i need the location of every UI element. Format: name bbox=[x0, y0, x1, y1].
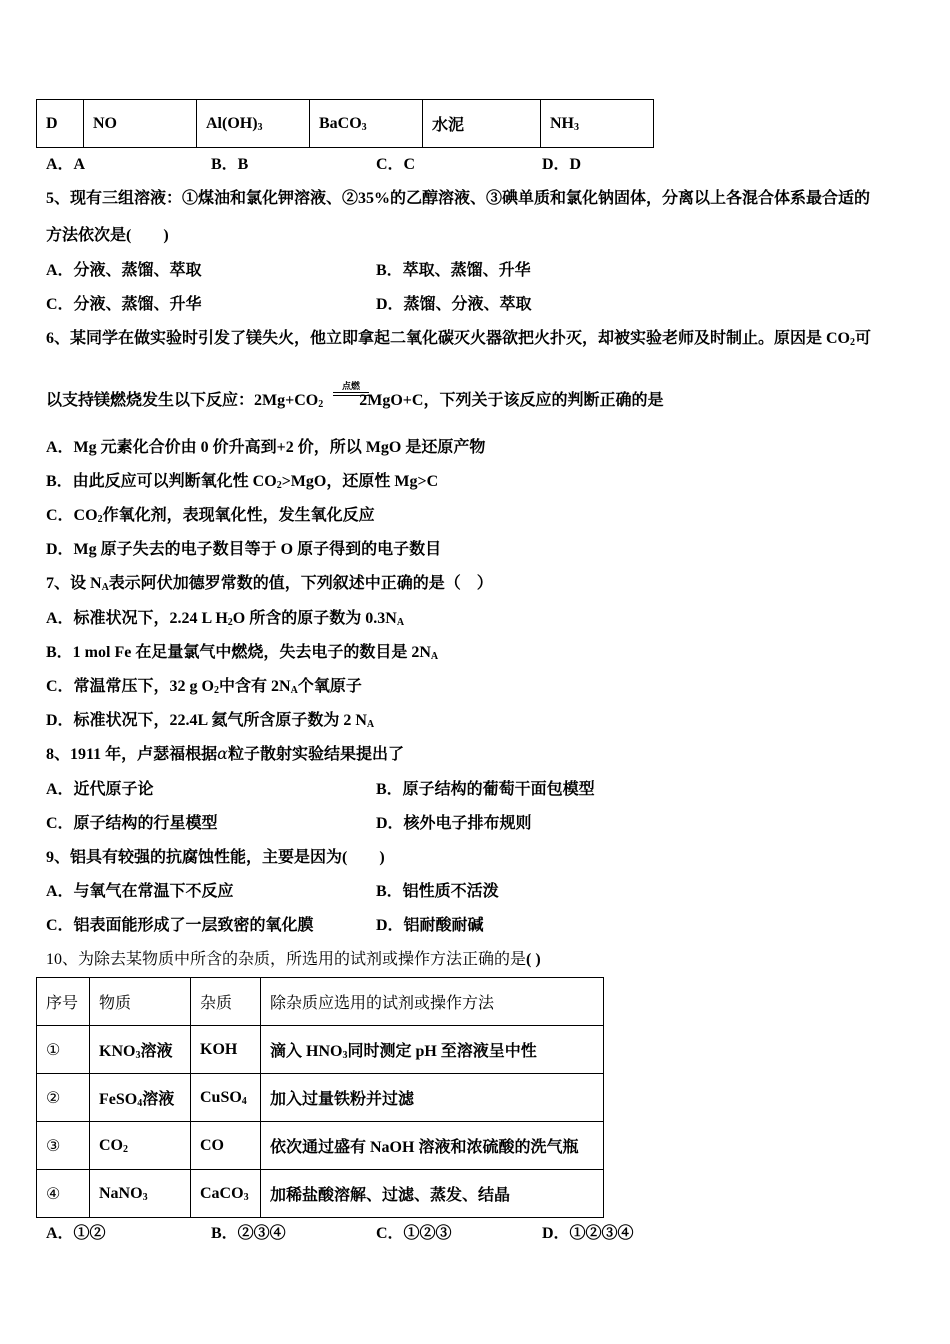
table-cell-impurity: CuSO$_4$ bbox=[191, 1074, 261, 1122]
q8-option-d: D．核外电子排布规则 bbox=[376, 815, 532, 832]
q8-option-c: C．原子结构的行星模型 bbox=[46, 815, 218, 832]
q4-option-c: C．C bbox=[376, 156, 416, 173]
q6-stem-line2: 以支持镁燃烧发生以下反应：$2Mg+CO_2$ 2MgO+C，下列关于该反应的判断正确的是 bbox=[46, 392, 664, 410]
table-row bbox=[37, 1074, 604, 1122]
q6-option-c: C．$CO_2$作氧化剂，表现氧化性，发生氧化反应 bbox=[46, 507, 375, 525]
q4-cell: $NH_3$ bbox=[541, 100, 654, 148]
q4-cell: 水泥 bbox=[423, 100, 541, 148]
q8-option-a: A．近代原子论 bbox=[46, 781, 154, 798]
q4-cell: $Al(OH)_3$ bbox=[197, 100, 310, 148]
q4-option-b: B．B bbox=[211, 156, 249, 173]
q5-option-b: B．萃取、蒸馏、升华 bbox=[376, 262, 531, 279]
table-cell-method: 依次通过盛有 NaOH 溶液和浓硫酸的洗气瓶 bbox=[261, 1122, 604, 1170]
q5-stem-line2: 方法依次是( ) bbox=[46, 227, 169, 244]
q10-option-a: A．①② bbox=[46, 1225, 106, 1242]
q6-stem-line1: 6、某同学在做实验时引发了镁失火，他立即拿起二氧化碳灭火器欲把火扑灭，却被实验老师及时制止。原因是 $CO_2$可 bbox=[46, 330, 872, 348]
q7-option-a: A．标准状况下，2.24 L $H_2O$ 所含的原子数为 $0.3N_A$ bbox=[46, 610, 405, 628]
q4-cell: BaCO$_3$ bbox=[310, 100, 423, 148]
table-cell-method: 滴入 $HNO_3$同时测定 pH 至溶液呈中性 bbox=[261, 1026, 604, 1074]
alpha-symbol: α bbox=[217, 744, 228, 763]
q7-option-c: C．常温常压下，32 g $O_2$中含有 $2N_A$个氧原子 bbox=[46, 678, 362, 696]
q6-option-a: A．Mg 元素化合价由 0 价升高到+2 价，所以 MgO 是还原产物 bbox=[46, 439, 486, 456]
table-header-cell: 杂质 bbox=[191, 978, 261, 1026]
q5-stem-line1: 5、现有三组溶液：①煤油和氯化钾溶液、②35%的乙醇溶液、③碘单质和氯化钠固体，分离以上各混合体系最合适的 bbox=[46, 190, 871, 207]
q5-option-c: C．分液、蒸馏、升华 bbox=[46, 296, 202, 313]
q10-option-b: B．②③④ bbox=[211, 1225, 286, 1242]
q10-stem: 10、为除去某物质中所含的杂质，所选用的试剂或操作方法正确的是( ) bbox=[46, 951, 541, 968]
table-cell-substance: NaNO$_3$ bbox=[90, 1170, 191, 1218]
table-cell-impurity: KOH bbox=[191, 1026, 261, 1074]
q4-table bbox=[36, 99, 654, 148]
q6-option-d: D．Mg 原子失去的电子数目等于 O 原子得到的电子数目 bbox=[46, 541, 442, 558]
table-header-row bbox=[37, 978, 604, 1026]
q4-cell: D bbox=[37, 100, 84, 148]
q6-option-b: B．由此反应可以判断氧化性 $CO_2>MgO$，还原性 Mg>C bbox=[46, 473, 439, 491]
table-row bbox=[37, 1122, 604, 1170]
table-row bbox=[37, 1170, 604, 1218]
q5-option-d: D．蒸馏、分液、萃取 bbox=[376, 296, 532, 313]
table-cell-index: ② bbox=[37, 1074, 90, 1122]
q10-option-d: D．①②③④ bbox=[542, 1225, 634, 1242]
q8-option-b: B．原子结构的葡萄干面包模型 bbox=[376, 781, 595, 798]
reaction-condition-label: 点燃 bbox=[341, 381, 360, 391]
double-line-arrow-icon bbox=[333, 392, 369, 396]
q7-option-d: D．标准状况下，22.4L 氦气所含原子数为 2 $N_A$ bbox=[46, 712, 375, 730]
q4-option-d: D．D bbox=[542, 156, 582, 173]
table-cell-method: 加稀盐酸溶解、过滤、蒸发、结晶 bbox=[261, 1170, 604, 1218]
q4-cell: NO bbox=[84, 100, 197, 148]
table-cell-index: ① bbox=[37, 1026, 90, 1074]
q7-stem: 7、设 $N_A$表示阿伏加德罗常数的值，下列叙述中正确的是（ ） bbox=[46, 575, 493, 593]
q10-table bbox=[36, 977, 604, 1218]
q9-option-c: C．铝表面能形成了一层致密的氧化膜 bbox=[46, 917, 314, 934]
q9-option-d: D．铝耐酸耐碱 bbox=[376, 917, 484, 934]
table-header-cell: 序号 bbox=[37, 978, 90, 1026]
table-cell-index: ③ bbox=[37, 1122, 90, 1170]
q7-option-b: B．1 mol Fe 在足量氯气中燃烧，失去电子的数目是 $2N_A$ bbox=[46, 644, 439, 662]
table-cell-method: 加入过量铁粉并过滤 bbox=[261, 1074, 604, 1122]
q9-option-b: B．铝性质不活泼 bbox=[376, 883, 499, 900]
table-cell-impurity: CO bbox=[191, 1122, 261, 1170]
table-cell-substance: FeSO$_4$溶液 bbox=[90, 1074, 191, 1122]
table-cell-substance: $KNO_3$溶液 bbox=[90, 1026, 191, 1074]
table-cell-index: ④ bbox=[37, 1170, 90, 1218]
table-header-cell: 除杂质应选用的试剂或操作方法 bbox=[261, 978, 604, 1026]
table-header-cell: 物质 bbox=[90, 978, 191, 1026]
q4-option-a: A．A bbox=[46, 156, 86, 173]
q8-stem: 8、1911 年，卢瑟福根据α粒子散射实验结果提出了 bbox=[46, 744, 404, 763]
table-cell-substance: $CO_2$ bbox=[90, 1122, 191, 1170]
reaction-condition-arrow bbox=[333, 381, 369, 396]
q9-stem: 9、铝具有较强的抗腐蚀性能，主要是因为( ) bbox=[46, 849, 385, 866]
table-cell-impurity: CaCO$_3$ bbox=[191, 1170, 261, 1218]
q10-option-c: C．①②③ bbox=[376, 1225, 452, 1242]
q5-option-a: A．分液、蒸馏、萃取 bbox=[46, 262, 202, 279]
q9-option-a: A．与氧气在常温下不反应 bbox=[46, 883, 234, 900]
table-row bbox=[37, 1026, 604, 1074]
